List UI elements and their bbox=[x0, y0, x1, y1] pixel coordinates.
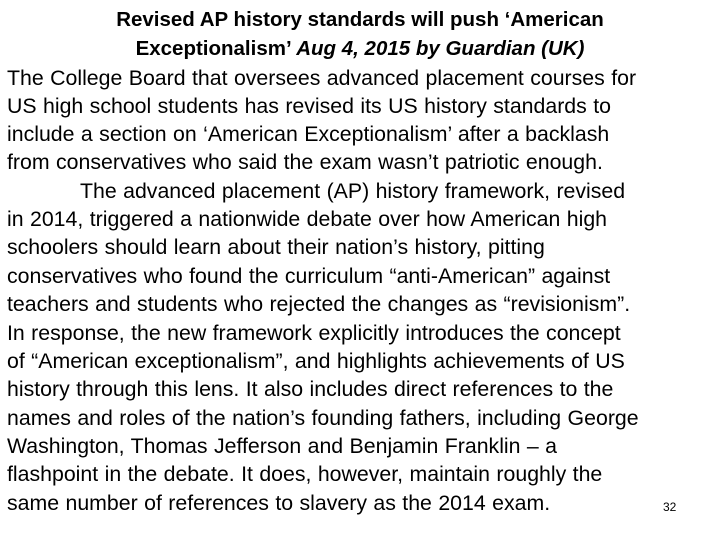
body-line: teachers and students who rejected the changes as “revisionism”. bbox=[7, 292, 631, 316]
title-headline-end: Exceptionalism’ bbox=[135, 37, 297, 60]
body-line: names and roles of the nation’s founding fathers, including George bbox=[7, 406, 639, 430]
body-line: conservatives who found the curriculum “anti-American” against bbox=[7, 264, 611, 288]
body-line: same number of references to slavery as the 2014 exam. bbox=[7, 491, 551, 515]
body-line: from conservatives who said the exam wasn’t patriotic enough. bbox=[7, 150, 603, 174]
body-line: flashpoint in the debate. It does, however, maintain roughly the bbox=[7, 462, 603, 486]
body-line: in 2014, triggered a nationwide debate over how American high bbox=[7, 207, 608, 231]
slide-number: 32 bbox=[663, 500, 677, 514]
body-line-indented: The advanced placement (AP) history framework, revised bbox=[80, 179, 626, 203]
body-line: include a section on ‘American Exceptionalism’ after a backlash bbox=[7, 122, 610, 146]
body-line: of “American exceptionalism”, and highlights achievements of US bbox=[7, 349, 625, 373]
body-line: history through this lens. It also includes direct references to the bbox=[7, 377, 614, 401]
body-line: US high school students has revised its US history standards to bbox=[7, 94, 611, 118]
body-line: The College Board that oversees advanced placement courses for bbox=[7, 66, 637, 90]
body-line: In response, the new framework explicitly introduces the concept bbox=[7, 321, 621, 345]
title-line-1: Revised AP history standards will push ‘American bbox=[116, 8, 604, 31]
title-date-source: Aug 4, 2015 by Guardian (UK) bbox=[296, 37, 585, 60]
title-line-2 bbox=[0, 36, 720, 62]
body-line: schoolers should learn about their nation’s history, pitting bbox=[7, 235, 545, 259]
body-line: Washington, Thomas Jefferson and Benjamin Franklin – a bbox=[7, 434, 558, 458]
